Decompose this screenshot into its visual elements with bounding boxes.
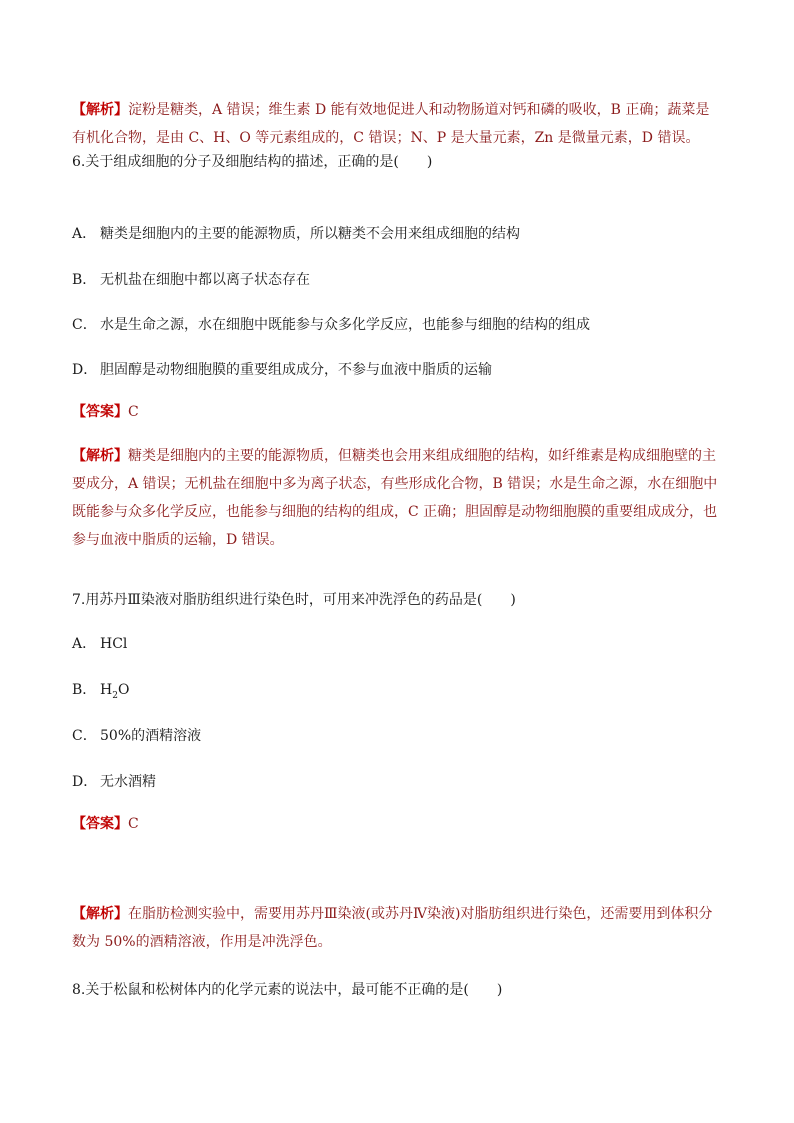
- q6-answer-value: C: [128, 404, 139, 420]
- q7-option-c-text: 50%的酒精溶液: [100, 728, 202, 744]
- q6-option-c: [72, 315, 590, 335]
- analysis-q5-text: 淀粉是糖类，A 错误；维生素 D 能有效地促进人和动物肠道对钙和磷的吸收，B 正确；蔬菜是有机化合物，是由 C、H、O 等元素组成的，C 错误；N、P 是大量元素，Zn 是微量元素，D 错误。: [72, 102, 710, 146]
- q6-option-b-letter: B．: [72, 272, 97, 288]
- analysis-q5: [72, 96, 722, 152]
- q6-option-a-letter: A．: [72, 226, 97, 242]
- q7-answer: [72, 810, 139, 838]
- analysis-tag: 【解析】: [72, 448, 128, 464]
- q7-option-c: [72, 726, 201, 746]
- q6-option-a-text: 糖类是细胞内的主要的能源物质，所以糖类不会用来组成细胞的结构: [100, 226, 520, 242]
- question-8-stem: 8.关于松鼠和松树体内的化学元素的说法中，最可能不正确的是( ): [72, 982, 503, 998]
- question-6-stem: 6.关于组成细胞的分子及细胞结构的描述，正确的是( ): [72, 154, 433, 170]
- q6-option-d-text: 胆固醇是动物细胞膜的重要组成成分，不参与血液中脂质的运输: [100, 362, 492, 378]
- q7-option-d-text: 无水酒精: [100, 774, 156, 790]
- q7-option-b-text-tail: O: [117, 682, 130, 698]
- analysis-q7-text: 在脂肪检测实验中，需要用苏丹Ⅲ染液(或苏丹Ⅳ染液)对脂肪组织进行染色，还需要用到体积分数为 50%的酒精溶液，作用是冲洗浮色。: [72, 906, 713, 950]
- question-7-stem: 7.用苏丹Ⅲ染液对脂肪组织进行染色时，可用来冲洗浮色的药品是( ): [72, 592, 516, 608]
- q6-option-d-letter: D．: [72, 362, 98, 378]
- q7-option-a-text: HCl: [100, 636, 128, 652]
- q7-option-b-letter: B．: [72, 682, 97, 698]
- q6-option-b: [72, 270, 310, 290]
- analysis-q6-text: 糖类是细胞内的主要的能源物质，但糖类也会用来组成细胞的结构，如纤维素是构成细胞壁的主要成分，A 错误；无机盐在细胞中多为离子状态，有些形成化合物，B 错误；水是生命之源，水在细胞中既能参与众多化学反应，也能参与细胞的结构的组成，C 正确；胆固醇是动物细胞膜的重要组成成分，也参与血液中脂质的运输，D 错误。: [72, 448, 718, 548]
- analysis-tag: 【解析】: [72, 906, 128, 922]
- q6-option-c-text: 水是生命之源，水在细胞中既能参与众多化学反应，也能参与细胞的结构的组成: [100, 317, 590, 333]
- q7-option-a-letter: A．: [72, 636, 97, 652]
- q7-answer-value: C: [128, 816, 139, 832]
- q6-option-b-text: 无机盐在细胞中都以离子状态存在: [100, 272, 310, 288]
- q7-option-a: [72, 634, 127, 654]
- answer-tag: 【答案】: [72, 816, 128, 832]
- q7-option-b-text-main: H: [100, 682, 113, 698]
- analysis-q6: [72, 442, 722, 554]
- q7-option-d: [72, 772, 156, 792]
- q6-option-d: [72, 360, 492, 380]
- q6-answer: [72, 398, 139, 426]
- q7-option-b: [72, 680, 129, 706]
- q6-option-c-letter: C．: [72, 317, 97, 333]
- analysis-q7: [72, 900, 722, 956]
- analysis-tag: 【解析】: [72, 102, 128, 118]
- q7-option-c-letter: C．: [72, 728, 97, 744]
- q7-option-d-letter: D．: [72, 774, 98, 790]
- answer-tag: 【答案】: [72, 404, 128, 420]
- q6-option-a: [72, 224, 520, 244]
- q7-option-b-subscript: 2: [112, 690, 118, 701]
